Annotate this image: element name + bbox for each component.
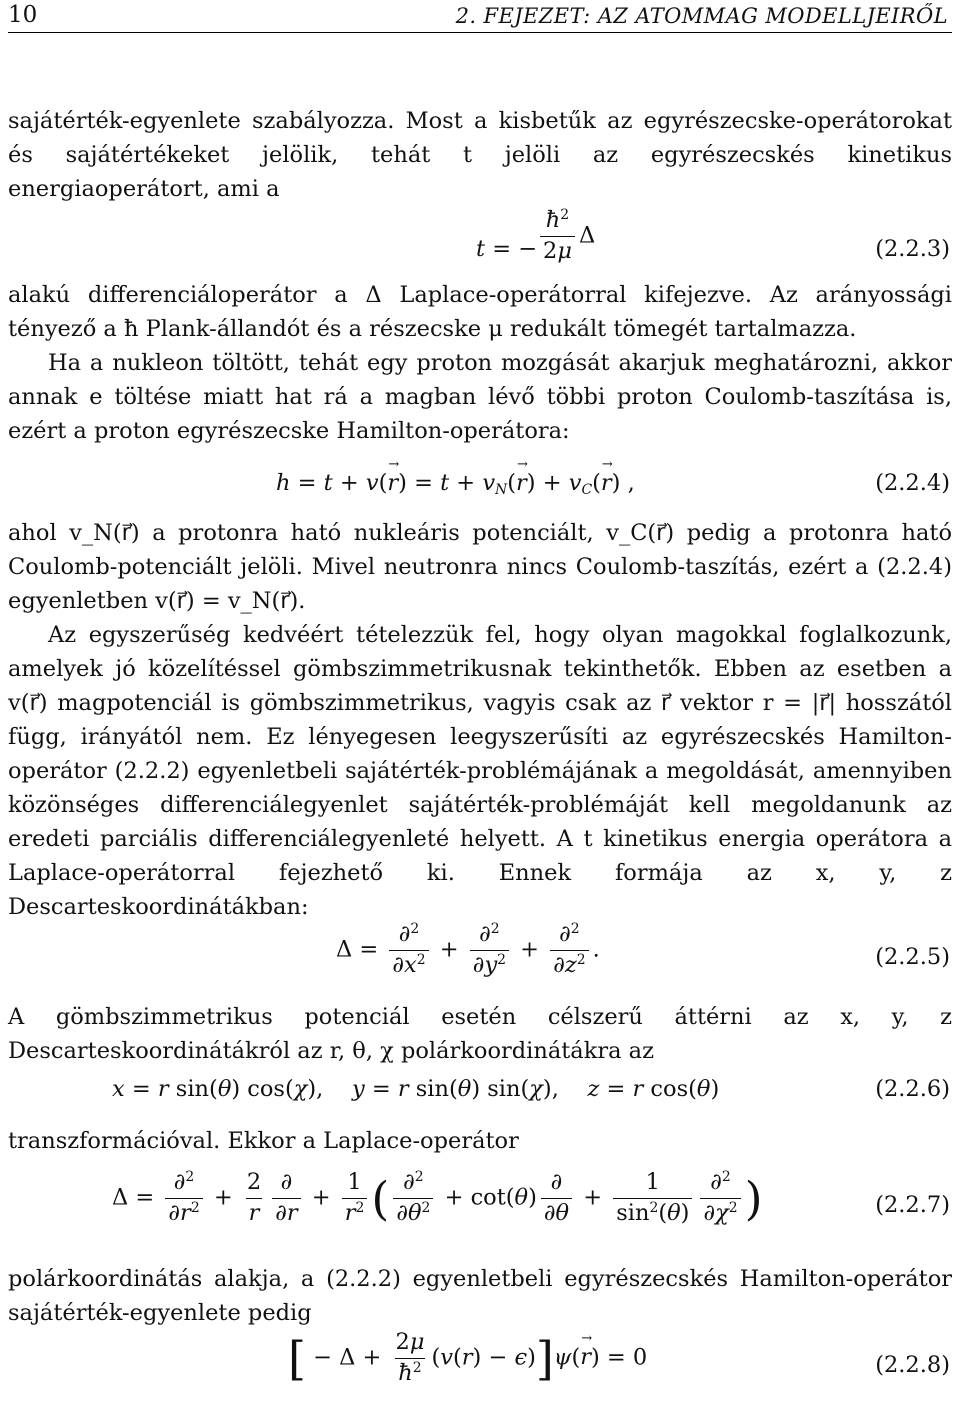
equation-2-2-5: Δ = $\frac{\partial^2}{\partial x^2}$ + $\frac{\partial^2}{\partial y^2}$ + $\frac{\partial^2}{\partial z^2}$ . (2.2.5): [336, 921, 950, 978]
paragraph-8: polárkoordinátás alakja, a (2.2.2) egyenletbeli egyrészecskés Hamilton-operátor sajátérték-egyenlete pedig: [8, 1266, 952, 1326]
paragraph-1: sajátérték-egyenlete szabályozza. Most a kisbetűk az egyrészecske-operátorokat és sajátértékeket jelölik, tehát t jelöli az egyrészecskés kinetikus energiaoperátort, ami a: [8, 108, 952, 202]
paragraph-6: A gömbszimmetrikus potenciál esetén célszerű áttérni az x, y, z Descarteskoordinátákról az r, θ, χ polárkoordinátákra az: [8, 1004, 952, 1064]
page-number: 10: [8, 2, 38, 28]
paragraph-7: transzformációval. Ekkor a Laplace-operátor: [8, 1128, 519, 1154]
paragraph-5: Az egyszerűség kedvéért tételezzük fel, hogy olyan magokkal foglalkozunk, amelyek jó közelítéssel gömbszimmetrikusnak tekinthetők. Ebben az esetben a v(r⃗) magpotenciál is gömbszimmetrikus, vagyis csak az r⃗ vektor r = |r⃗| hosszától függ, irányától nem. Ez lényegesen leegyszerűsíti az egyrészecskés Hamilton-operátor (2.2.2) egyenletbeli sajátérték-problémájának a megoldását, amennyiben közönséges differenciálegyenlet sajátérték-problémáját kell megoldanunk az eredeti parciális differenciálegyenleté helyett. A t kinetikus energia operátora a Laplace-operátorral fejezhető ki. Ennek formája az x, y, z Descarteskoordinátákban:: [8, 622, 952, 920]
equation-2-2-3: t = − $\frac{ħ^2}{2\mu}$ Δ (2.2.3): [476, 207, 950, 264]
equation-2-2-7: Δ = $\frac{\partial^2}{\partial r^2}$ + $\frac{2}{r}$ $\frac{\partial}{\partial r}$ + $\frac{1}{r^2}$ ( $\frac{\partial^2}{\partial\theta^2}$ + cot(θ) $\frac{\partial}{\partial\theta}$ + $\frac{1}{\sin^2(\theta)}$ $\frac{\partial^2}{\partial\chi^2}$ ) (2.2.7): [112, 1169, 950, 1226]
equation-number: (2.2.6): [875, 1076, 950, 1102]
paragraph-4: ahol v_N(r⃗) a protonra ható nukleáris potenciált, v_C(r⃗) pedig a protonra ható Coulomb-potenciált jelöli. Mivel neutronra nincs Coulomb-taszítás, ezért a (2.2.4) egyenletben v(r⃗) = v_N(r⃗).: [8, 520, 952, 614]
equation-2-2-6: x = r sin(θ) cos(χ), y = r sin(θ) sin(χ), z = r cos(θ) (2.2.6): [112, 1076, 950, 1102]
equation-2-2-4: h = t + v(r →) = $t + v_N(r$ →) + $v_C(r$ →) , (2.2.4): [8, 470, 952, 504]
paragraph-3: Ha a nukleon töltött, tehát egy proton mozgását akarjuk meghatározni, akkor annak e töltése miatt hat rá a magban lévő többi proton Coulomb-taszítása is, ezért a proton egyrészecske Hamilton-operátora:: [8, 350, 952, 444]
equation-2-2-8: [ − Δ + $\frac{2\mu}{ħ^2}$ (v(r) − ϵ)]ψ(r →) = 0 (2.2.8): [8, 1330, 952, 1406]
running-header: [8, 0, 952, 33]
equation-number: (2.2.7): [875, 1192, 950, 1218]
paragraph-2: alakú differenciáloperátor a Δ Laplace-operátorral kifejezve. Az arányossági tényező a ħ Plank-állandót és a részecske μ redukált tömegét tartalmazza.: [8, 282, 952, 342]
equation-number: (2.2.5): [875, 944, 950, 970]
equation-number: (2.2.3): [875, 236, 950, 262]
equation-number: (2.2.4): [875, 470, 950, 496]
equation-number: (2.2.8): [875, 1352, 950, 1378]
chapter-title: 2. FEJEZET: AZ ATOMMAG MODELLJEIRŐL: [455, 4, 948, 28]
